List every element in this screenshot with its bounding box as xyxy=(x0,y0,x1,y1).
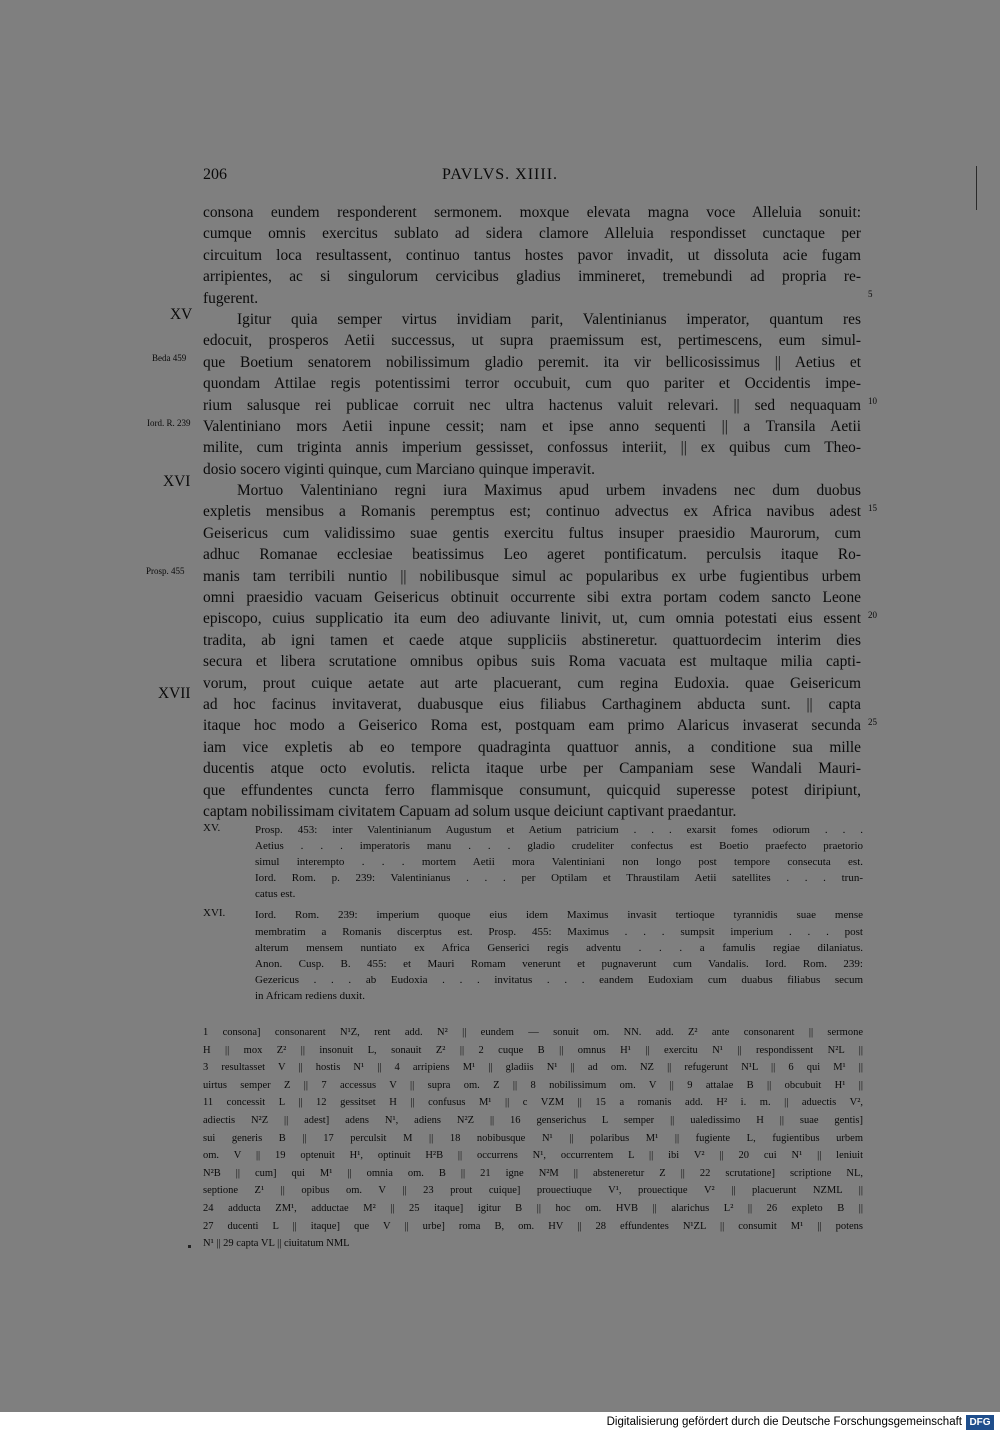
line-number: 20 xyxy=(868,610,877,620)
text-line: cumque omnis exercitus sublato ad sidera clamore Alleluia respondisset cunctaque per xyxy=(203,225,861,243)
text-line: itaque hoc modo a Geiserico Roma est, postquam eam primo Alaricus invaserat secunda xyxy=(203,717,861,735)
apparatus-line: 11 concessit L || 12 gessitset H || confusus M¹ || c VZM || 15 a romanis add. H² i. m. || aduectis V², xyxy=(203,1097,863,1109)
text-line: milite, cum triginta annis imperium gessisset, confossus interiit, || ex quibus cum Theo- xyxy=(203,439,861,457)
apparatus-line: 24 adducta ZM¹, adductae M² || 25 itaque] igitur B || hoc om. HVB || alarichus L² || 26 expleto B || xyxy=(203,1202,863,1214)
line-number: 15 xyxy=(868,503,877,513)
margin-dot xyxy=(188,1245,191,1248)
text-line: Valentiniano mors Aetii inpune cessit; nam et ipse anno sequenti || a Transila Aetii xyxy=(203,417,861,435)
line-number: 5 xyxy=(868,289,873,299)
note-line: in Africam rediens duxit. xyxy=(255,989,365,1002)
apparatus-line: 1 consona] consonarent N¹Z, rent add. N² || eundem — sonuit om. NN. add. Z² ante consonarent || sermone xyxy=(203,1027,863,1038)
text-line: secura et libera scrutatione omnibus opibus suis Roma vacuata est multaque milia capti- xyxy=(203,653,861,671)
text-line: expletis mensibus a Romanis peremptus est; continuo advectus ex Africa navibus adest xyxy=(203,503,861,521)
note-line: alterum mensem nuntiato ex Africa Genserici regis adventu . . . a famulis regiae dilaniatus. xyxy=(255,941,863,954)
source-note-xv xyxy=(203,822,863,902)
source-note-label: XV. xyxy=(203,822,221,834)
text-line: vorum, prout cuique aetate aut arte placuerant, cum regina Eudoxia. quae Geisericum xyxy=(203,674,861,692)
text-line: edocuit, prosperos Aetii successus, ut supra praemissum est, pertimescens, eum simul- xyxy=(203,332,861,350)
text-line: adhuc Romanae ecclesiae beatissimus Leo ageret pontificatum. perculsis itaque Ro- xyxy=(203,546,861,564)
text-line: ducentis atque octo evolutis. relicta itaque urbe per Campaniam sese Wandali Mauri- xyxy=(203,760,861,778)
page-number: 206 xyxy=(203,166,227,183)
apparatus-line: 27 ducenti L || itaque] que V || urbe] roma B, om. HV || 28 effundentes N¹ZL || consumit M¹ || potens xyxy=(203,1220,863,1232)
section-number-xv: XV xyxy=(170,306,193,323)
apparatus-line: N¹ || 29 capta VL || ciuitatum NML xyxy=(203,1238,350,1250)
text-line: fugerent. xyxy=(203,289,259,307)
main-text xyxy=(203,202,861,822)
text-line: iam vice expletis ab eo tempore quadraginta quattuor annis, a conditione sua mille xyxy=(203,738,861,756)
text-line: captam nobilissimam civitatem Capuam ad solum usque deiciunt captivant praedantur. xyxy=(203,802,737,820)
apparatus-line: sui generis B || 17 perculsit M || 18 nobibusque N¹ || polaribus M¹ || fugiente L, fugientibus urbem xyxy=(203,1132,863,1144)
text-line: Geisericus cum validissimo suae gentis exercitu fultus insuper praesidio Maurorum, cum xyxy=(203,524,861,542)
note-line: Prosp. 453: inter Valentinianum Augustum et Aetium patricium . . . exarsit fomes odiorum . . . xyxy=(255,824,863,836)
note-line: catus est. xyxy=(255,888,296,901)
side-ref-iord: Iord. R. 239 xyxy=(147,418,191,428)
text-line: tradita, ab igni tamen et caede atque suppliciis abstineretur. quattuordecim interim dies xyxy=(203,631,861,649)
funding-notice: Digitalisierung gefördert durch die Deutsche Forschungsgemeinschaft xyxy=(606,1416,962,1428)
section-number-xvi: XVI xyxy=(163,473,191,490)
running-head: PAVLVS. XIIII. xyxy=(441,166,559,183)
line-number: 25 xyxy=(868,717,877,727)
note-line: Gezericus . . . ab Eudoxia . . . invitatus . . . eandem Eudoxiam cum duabus filiabus secum xyxy=(255,973,863,986)
text-line: arripientes, ac si singulorum cervicibus gladius immineret, tremebundi ad propria re- xyxy=(203,268,861,286)
dfg-logo: DFG xyxy=(966,1415,994,1430)
side-ref-beda: Beda 459 xyxy=(152,353,187,363)
critical-apparatus xyxy=(203,1024,863,1253)
text-line: que Boetium senatorem nobilissimum gladio peremit. ita vir bellicosissimus || Aetius et xyxy=(203,353,861,371)
text-line: quondam Attilae regis potentissimi terror occubuit, cum quo pariter et Occidentis impe- xyxy=(203,375,861,393)
side-ref-prosp: Prosp. 455 xyxy=(146,566,185,576)
edge-mark xyxy=(976,166,977,210)
text-line: que effundentes cuncta ferro flammisque consumunt, quicquid superesse potest diripiunt, xyxy=(203,781,861,799)
note-line: Iord. Rom. p. 239: Valentinianus . . . per Optilam et Thraustilam Aetii satellites . . . trun- xyxy=(255,872,863,885)
section-number-xvii: XVII xyxy=(158,685,191,702)
text-line: Igitur quia semper virtus invidiam parit, Valentinianus imperator, quantum res xyxy=(237,310,861,328)
footer-bar xyxy=(0,1412,1000,1434)
text-line: manis tam terribili nuntio || nobilibusque simul ac popularibus ex urbe fugientibus urbem xyxy=(203,567,861,585)
text-line: episcopo, cuius supplicatio ita eum deo adiuvante linivit, ut, cum omnia potestati eius essent xyxy=(203,610,861,628)
note-line: Iord. Rom. 239: imperium quoque eius idem Maximus invasit tertioque tyrannidis suae mense xyxy=(255,909,863,922)
line-number: 10 xyxy=(868,396,877,406)
note-line: Aetius . . . imperatoris manu . . . gladio crudeliter confectus est Boetio praefecto praetorio xyxy=(255,840,863,853)
text-line: consona eundem responderent sermonem. moxque elevata magna voce Alleluia sonuit: xyxy=(203,204,861,221)
apparatus-line: septione Z¹ || opibus om. V || 23 prout cuique] prouectiuque V¹, prouectique V² || placuerunt NZML || xyxy=(203,1185,863,1197)
note-line: Anon. Cusp. B. 455: et Mauri Romam venerunt et pugnaverunt cum Vandalis. Iord. Rom. 239: xyxy=(255,957,863,970)
apparatus-line: adiectis N²Z || adest] adens N¹, adiens N²Z || 16 genserichus L semper || ualedissimo H || suae gentis] xyxy=(203,1114,863,1126)
apparatus-line: H || mox Z² || insonuit L, sonauit Z² || 2 cuque B || omnus H¹ || exercitu N¹ || respondissent N²L || xyxy=(203,1044,863,1056)
note-line: membratim a Romanis discerptus est. Prosp. 455: Maximus . . . sumpsit imperium . . . post xyxy=(255,925,863,938)
text-line: Mortuo Valentiniano regni iura Maximus apud urbem invadens nec dum duobus xyxy=(237,482,861,500)
text-line: rium salusque rei publicae corruit nec ultra hactenus valuit relevari. || sed nequaquam xyxy=(203,396,861,414)
source-note-label: XVI. xyxy=(203,907,226,920)
text-line: omni praesidio vacuam Geisericus obtinuit occurrente sibi extra portam codem sancto Leone xyxy=(203,589,861,607)
source-notes xyxy=(203,822,863,1009)
apparatus-line: uirtus semper Z || 7 accessus V || supra om. Z || 8 nobilissimum om. V || 9 attalae B || obcubuit H¹ || xyxy=(203,1079,863,1091)
apparatus-line: N²B || cum] qui M¹ || omnia om. B || 21 igne N²M || absteneretur Z || 22 scrutatione] scriptione NL, xyxy=(203,1167,863,1179)
apparatus-line: om. V || 19 optenuit H¹, optinuit H²B || occurrens N¹, occurrentem L || ibi V² || 20 cui N¹ || leniuit xyxy=(203,1150,863,1162)
text-line: dosio socero viginti quinque, cum Marciano quinque imperavit. xyxy=(203,460,595,478)
apparatus-line: 3 resultasset V || hostis N¹ || 4 arripiens M¹ || gladiis N¹ || ad om. NZ || refugerunt N¹L || 6 qui M¹ || xyxy=(203,1062,863,1074)
note-line: simul interempto . . . mortem Aetii mora Valentiniani non longo post tempore consecuta est. xyxy=(255,856,863,869)
text-line: circuitum loca resultassent, continuo tantus hostes pavor invadit, ut dissoluta acie fugam xyxy=(203,246,861,264)
text-line: ad hoc facinus invitaverat, duabusque eius filiabus Carthaginem abducta sunt. || capta xyxy=(203,695,861,713)
source-note-xvi xyxy=(203,907,863,1004)
